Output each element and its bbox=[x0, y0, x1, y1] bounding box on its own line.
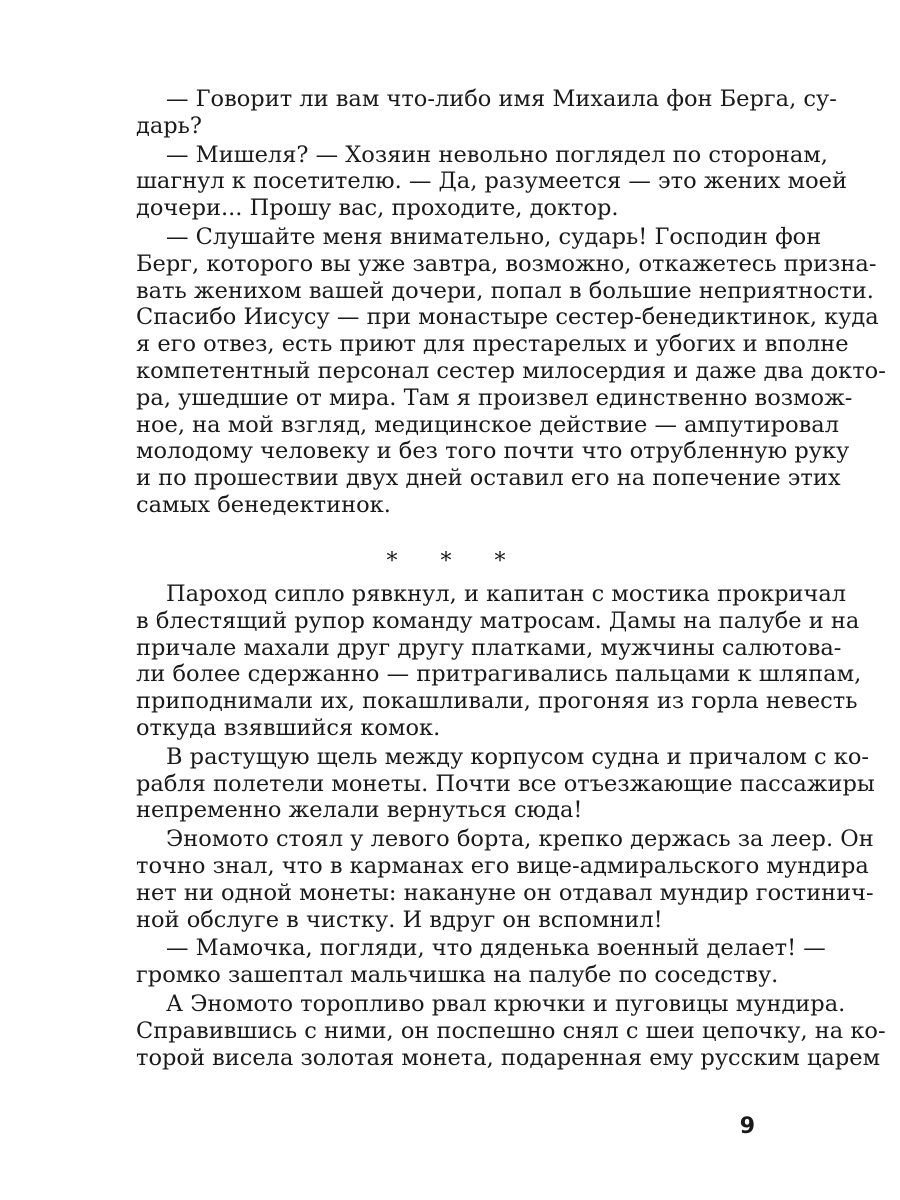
text-line: — Говорит ли вам что-либо имя Михаила фон Берга, су- bbox=[166, 86, 837, 112]
paragraph bbox=[136, 935, 826, 989]
text-line: Пароход сипло рявкнул, и капитан с мостика прокричал bbox=[166, 581, 847, 607]
text-line: в блестящий рупор команду матросам. Дамы на палубе и на bbox=[136, 607, 860, 634]
text-line: дочери... Прошу вас, проходите, доктор. bbox=[136, 195, 619, 222]
text-line: нет ни одной монеты: накануне он отдавал мундир гостинич- bbox=[136, 879, 874, 906]
text-line: причале махали друг другу платками, мужчины салютова- bbox=[136, 634, 842, 661]
text-line: непременно желали вернуться сюда! bbox=[136, 797, 583, 824]
text-line: ное, на мой взгляд, медицинское действие — ампутировал bbox=[136, 411, 840, 438]
text-line: шагнул к посетителю. — Да, разумеется — это жених моей bbox=[136, 168, 847, 195]
page-number: 9 bbox=[739, 1114, 755, 1139]
text-line: А Эномото торопливо рвал крючки и пуговицы мундира. bbox=[166, 990, 846, 1017]
text-line: ра, ушедшие от мира. Там я произвел единственно возмож- bbox=[136, 384, 853, 411]
text-line: самых бенедектинок. bbox=[136, 491, 391, 518]
text-line: рабля полетели монеты. Почти все отъезжающие пассажиры bbox=[136, 770, 875, 797]
text-line: я его отвез, есть приют для престарелых и убогих и вполне bbox=[136, 331, 849, 358]
text-line: молодому человеку и без того почти что отрубленную руку bbox=[136, 438, 850, 465]
text-line: откуда взявшийся комок. bbox=[136, 714, 441, 741]
paragraph bbox=[136, 826, 874, 933]
text-block-lower bbox=[136, 581, 886, 1071]
text-line: компетентный персонал сестер милосердия и даже два докто- bbox=[136, 357, 886, 384]
text-line: Спасибо Иисусу — при монастыре сестер-бенедиктинок, куда bbox=[136, 304, 879, 331]
text-line: ли более сдержанно — притрагивались пальцами к шляпам, bbox=[136, 661, 862, 688]
text-line: вать женихом вашей дочери, попал в большие неприятности. bbox=[136, 277, 874, 304]
text-line: Эномото стоял у левого борта, крепко держась за леер. Он bbox=[166, 826, 874, 853]
text-line: Берг, которого вы уже завтра, возможно, откажетесь призна- bbox=[136, 250, 877, 277]
paragraph bbox=[136, 141, 847, 222]
text-line: точно знал, что в карманах его вице-адмиральского мундира bbox=[136, 852, 869, 879]
section-separator: * * * bbox=[386, 549, 524, 574]
paragraph bbox=[136, 223, 886, 519]
text-line: В растущую щель между корпусом судна и причалом с ко- bbox=[166, 743, 869, 770]
text-line: — Мишеля? — Хозяин невольно поглядел по сторонам, bbox=[166, 141, 828, 168]
text-line: Справившись с ними, он поспешно снял с шеи цепочку, на ко- bbox=[136, 1017, 886, 1044]
text-line: — Мамочка, погляди, что дяденька военный делает! — bbox=[166, 935, 826, 962]
paragraph bbox=[136, 990, 886, 1071]
text-line: — Слушайте меня внимательно, сударь! Господин фон bbox=[166, 223, 822, 250]
text-line: ной обслуге в чистку. И вдруг он вспомнил! bbox=[136, 906, 663, 933]
paragraph bbox=[136, 86, 837, 140]
text-line: торой висела золотая монета, подаренная ему русским царем bbox=[136, 1044, 881, 1071]
text-line: громко зашептал мальчишка на палубе по соседству. bbox=[136, 962, 779, 989]
text-line: приподнимали их, покашливали, прогоняя из горла невесть bbox=[136, 688, 858, 715]
text-line: и по прошествии двух дней оставил его на попечение этих bbox=[136, 465, 841, 492]
paragraph bbox=[136, 581, 862, 742]
text-line: дарь? bbox=[136, 112, 202, 139]
text-block-upper bbox=[136, 86, 886, 519]
paragraph bbox=[136, 743, 875, 824]
